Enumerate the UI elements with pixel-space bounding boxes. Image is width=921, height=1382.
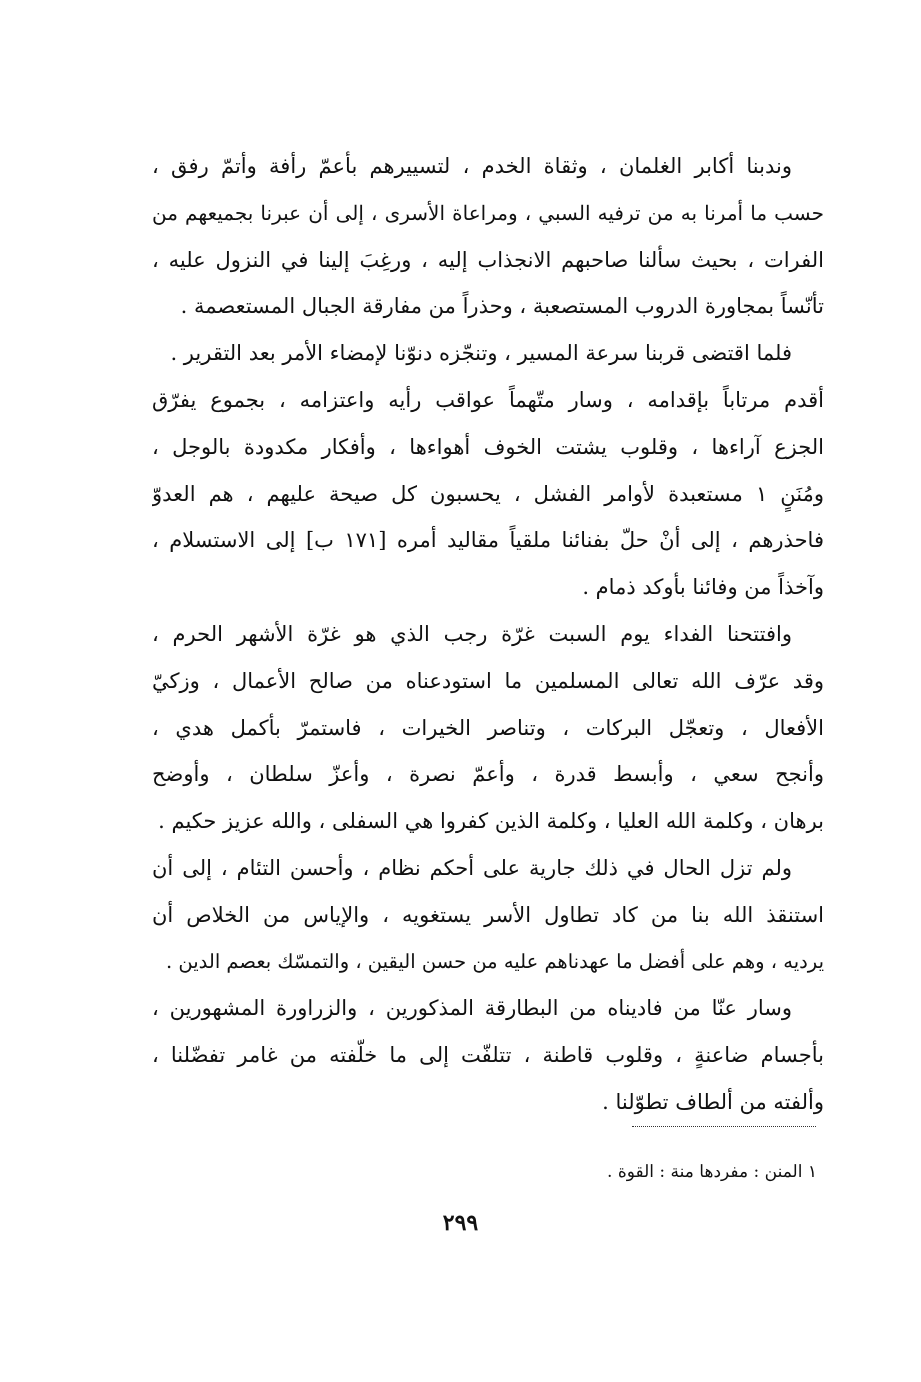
text-line: الفرات ، بحيث سألنا صاحبهم الانجذاب إليه ، ورغِبَ إلينا في النزول عليه ، xyxy=(152,247,824,272)
text-line: وافتتحنا الفداء يوم السبت غرّة رجب الذي هو غرّة الأشهر الحرم ، xyxy=(152,621,792,646)
text-line: يرديه ، وهم على أفضل ما عهدناهم عليه من حسن اليقين ، والتمسّك بعصم الدين . xyxy=(165,949,824,973)
text-line: بأجسام ضاعنةٍ ، وقلوب قاطنة ، تتلفّت إلى ما خلّفته من غامر تفضّلنا ، xyxy=(152,1043,824,1068)
text-line: برهان ، وكلمة الله العليا ، وكلمة الذين كفروا هي السفلى ، والله عزيز حكيم . xyxy=(158,809,824,834)
text-line: استنقذ الله بنا من كاد تطاول الأسر يستغويه ، والإياس من الخلاص أن xyxy=(152,902,824,927)
text-line: وألفته من ألطاف تطوّلنا . xyxy=(602,1089,824,1114)
text-line: الأفعال ، وتعجّل البركات ، وتناصر الخيرات ، فاستمرّ بأكمل هدي ، xyxy=(152,715,824,740)
text-line: فاحذرهم ، إلى أنْ حلّ بفنائنا ملقياً مقاليد أمره [١٧١ ب] إلى الاستسلام ، xyxy=(152,528,824,553)
text-line: وقد عرّف الله تعالى المسلمين ما استودعناه من صالح الأعمال ، وزكيّ xyxy=(152,668,824,693)
page-number: ٢٩٩ xyxy=(442,1210,479,1236)
footnote-divider xyxy=(632,1126,816,1127)
footnote: ١ المنن : مفردها منة : القوة . xyxy=(607,1162,817,1182)
text-line: ولم تزل الحال في ذلك جارية على أحكم نظام ، وأحسن التئام ، إلى أن xyxy=(152,855,792,880)
text-line: حسب ما أمرنا به من ترفيه السبي ، ومراعاة الأسرى ، إلى أن عبرنا بجميعهم من xyxy=(152,200,824,225)
text-line: الجزع آراءها ، وقلوب يشتت الخوف أهواءها ، وأفكار مكدودة بالوجل ، xyxy=(152,434,824,459)
text-line: وسار عنّا من فاديناه من البطارقة المذكورين ، والزراورة المشهورين ، xyxy=(152,996,792,1021)
text-line: أقدم مرتاباً بإقدامه ، وسار متّهماً عواقب رأيه واعتزامه ، بجموع يفرّق xyxy=(152,387,824,412)
text-line: وندبنا أكابر الغلمان ، وثقاة الخدم ، لتسييرهم بأعمّ رأفة وأتمّ رفق ، xyxy=(152,154,792,178)
text-line: ومُنَنٍ ١ مستعبدة لأوامر الفشل ، يحسبون كل صيحة عليهم ، هم العدوّ xyxy=(152,481,824,506)
text-line: وآخذاً من وفائنا بأوكد ذمام . xyxy=(582,575,824,600)
text-line: وأنجح سعي ، وأبسط قدرة ، وأعمّ نصرة ، وأعزّ سلطان ، وأوضح xyxy=(152,762,824,787)
body-text xyxy=(152,143,824,1126)
text-line: فلما اقتضى قربنا سرعة المسير ، وتنجّزه دنوّنا لإمضاء الأمر بعد التقرير . xyxy=(170,341,792,366)
text-line: تأنّساً بمجاورة الدروب المستصعبة ، وحذراً من مفارقة الجبال المستعصمة . xyxy=(180,294,824,319)
